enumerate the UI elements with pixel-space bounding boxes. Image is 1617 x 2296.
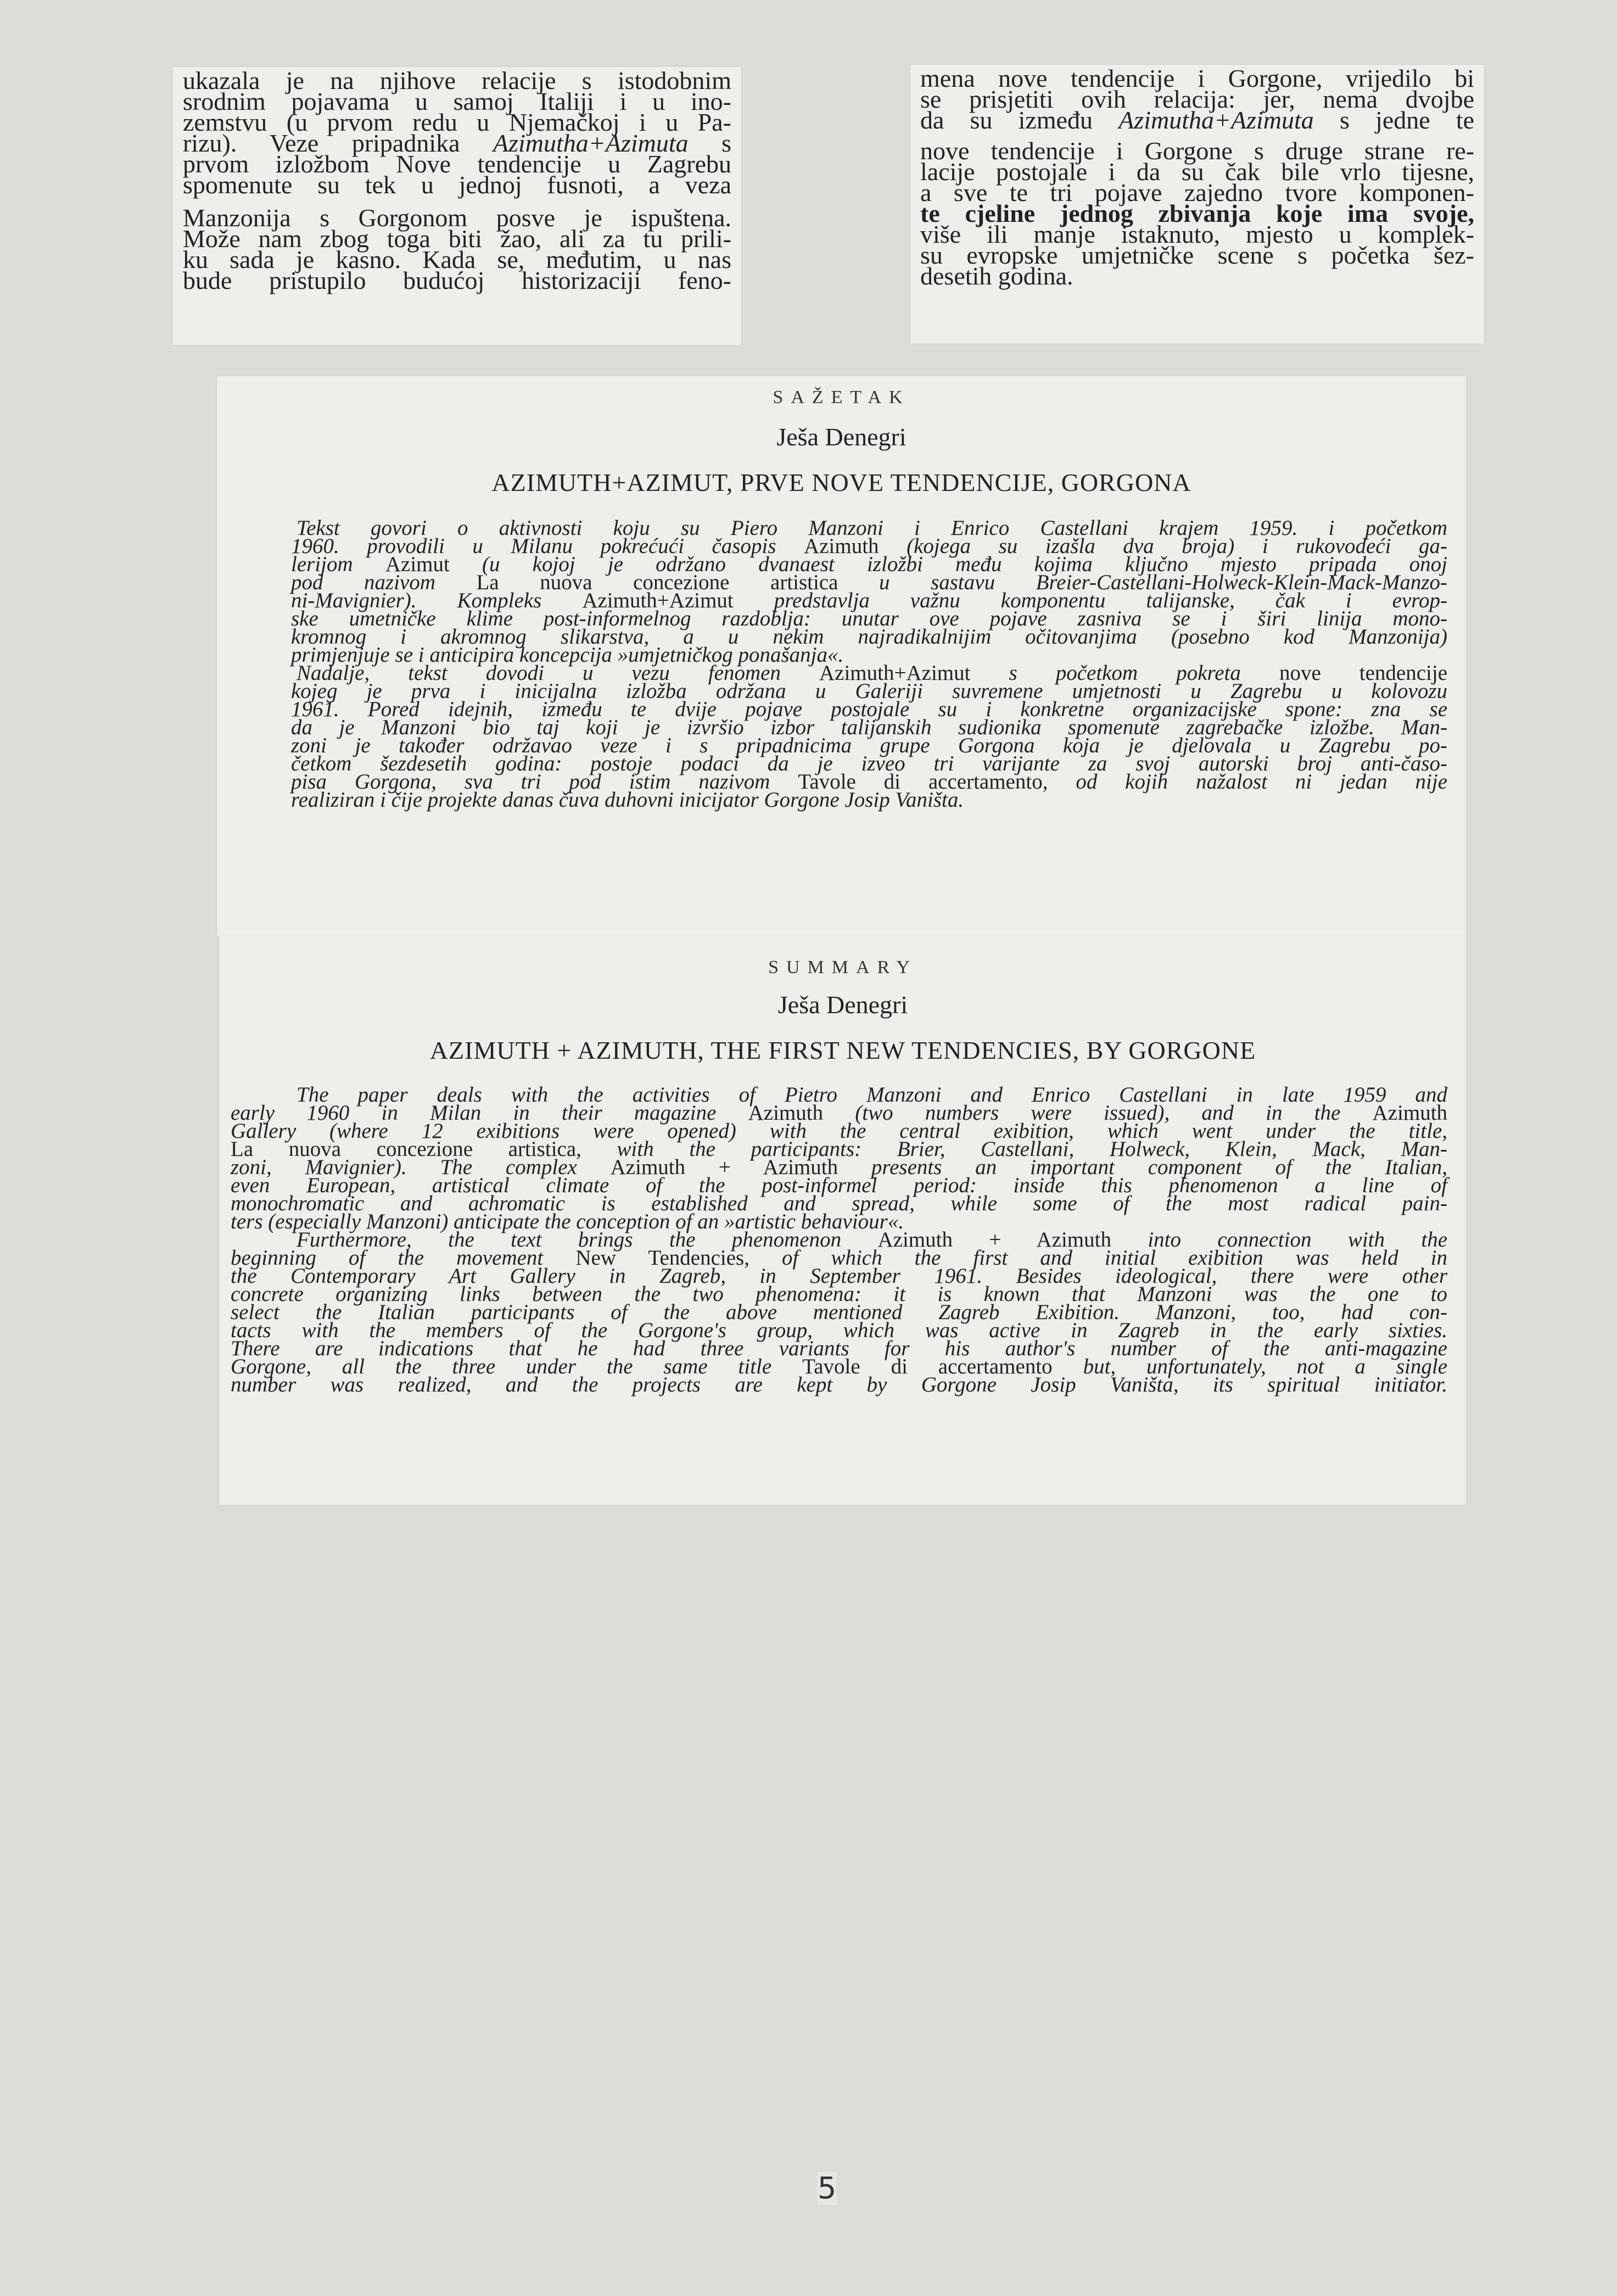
summary-line: There are indications that he had three variants for his author's number of the anti-magazine <box>231 1337 1447 1360</box>
summary-line: beginning of the movement New Tendencies, of which the first and initial exibition was held in <box>231 1246 1447 1270</box>
right-line-8: više ili manje istaknuto, mjesto u komplek- <box>920 220 1474 248</box>
summary-line: even European, artistical climate of the post-informel period: inside this phenomenon a line of <box>231 1174 1447 1197</box>
summary-clipping <box>220 936 1466 1505</box>
right-line-10: desetih godina. <box>920 262 1073 290</box>
summary-line: Gorgone, all the three under the same title Tavole di accertamento but, unfortunately, not a single <box>231 1355 1447 1378</box>
left-line-9: ku sada je kasno. Kada se, međutim, u nas <box>183 245 731 273</box>
sazetak-line: Tekst govori o aktivnosti koju su Piero Manzoni i Enrico Castellani krajem 1959. i početkom <box>296 516 1447 540</box>
summary-author: Ješa Denegri <box>777 991 908 1019</box>
summary-title: AZIMUTH + AZIMUTH, THE FIRST NEW TENDENCIES, BY GORGONE <box>429 1036 1256 1064</box>
sazetak-line: kojeg je prva i inicijalna izložba održana u Galeriji suvremene umjetnosti u Zagrebu u kolovozu <box>291 679 1447 703</box>
summary-line: the Contemporary Art Gallery in Zagreb, in September 1961. Besides ideological, there were other <box>231 1264 1447 1288</box>
sazetak-heading: SAŽETAK <box>773 387 910 407</box>
sazetak-line: da je Manzoni bio taj koji je izvršio izbor talijanskih sudionika spomenute zagrebačke izložbe. Man- <box>291 716 1447 739</box>
sazetak-line: zoni je također održavao veze i s pripadnicima grupe Gorgona koja je djelovala u Zagrebu po- <box>291 734 1447 757</box>
left-line-4: rizu). Veze pripadnika Azimutha+Azimuta s <box>183 129 732 157</box>
sazetak-line: lerijom Azimut (u kojoj je održano dvanaest izložbi među kojima ključno mjesto pripada onoj <box>291 552 1448 576</box>
summary-line: concrete organizing links between the two phenomena: it is known that Manzoni was the one to <box>231 1282 1447 1306</box>
sazetak-body <box>217 516 1466 812</box>
summary-line: tacts with the members of the Gorgone's group, which was active in Zagreb in the early sixties. <box>231 1319 1447 1342</box>
sazetak-line: primjenjuje se i anticipira koncepcija »umjetničkog ponašanja«. <box>291 643 844 667</box>
left-line-1: ukazala je na njihove relacije s istodobnim <box>183 66 731 94</box>
left-column-clipping <box>173 67 741 345</box>
sazetak-line: realiziran i čije projekte danas čuva duhovni inicijator Gorgone Josip Vaništa. <box>291 788 964 812</box>
sazetak-author: Ješa Denegri <box>776 423 907 451</box>
left-line-5: prvom izložbom Nove tendencije u Zagrebu <box>183 150 731 178</box>
summary-body <box>220 1083 1466 1396</box>
right-line-4: nove tendencije i Gorgone s druge strane re- <box>920 137 1474 165</box>
page-number: 5 <box>817 2171 837 2205</box>
summary-heading: SUMMARY <box>768 957 917 977</box>
right-column-clipping <box>910 65 1484 344</box>
summary-line: La nuova concezione artistica, with the participants: Brier, Castellani, Holweck, Klein, Mack, Man- <box>231 1137 1447 1161</box>
right-line-6: a sve te tri pojave zajedno tvore komponen- <box>920 178 1474 206</box>
right-line-9: su evropske umjetničke scene s početka šez- <box>920 241 1474 269</box>
right-line-1: mena nove tendencije i Gorgone, vrijedilo bi <box>920 64 1474 92</box>
summary-line: number was realized, and the projects are kept by Gorgone Josip Vaništa, its spiritual initiator. <box>231 1373 1447 1396</box>
left-line-8: Može nam zbog toga biti žao, ali za tu prili- <box>183 225 731 253</box>
summary-line: zoni, Mavignier). The complex Azimuth + Azimuth presents an important component of the Italian, <box>231 1155 1447 1179</box>
right-line-3: da su između Azimutha+Azimuta s jedne te <box>920 106 1475 134</box>
summary-line: Furthermore, the text brings the phenomenon Azimuth + Azimuth into connection with the <box>296 1228 1448 1252</box>
sazetak-line: kromnog i akromnog slikarstva, a u nekim najradikalnijim očitovanjima (posebno kod Manzonija) <box>291 625 1447 649</box>
left-line-6: spomenute su tek u jednoj fusnoti, a veza <box>183 171 731 199</box>
sazetak-line: 1961. Pored idejnih, između te dvije pojave postojale su i konkretne organizacijske spone: zna se <box>291 697 1447 721</box>
sazetak-line: ske umetničke klime post-informelnog razdoblja: unutar ove pojave zasniva se i širi linija mono- <box>291 607 1447 630</box>
sazetak-line: pod nazivom La nuova concezione artistica u sastavu Breier-Castellani-Holweck-Klein-Mack-Manzo- <box>291 571 1447 594</box>
sazetak-clipping <box>217 376 1466 936</box>
sazetak-title: AZIMUTH+AZIMUT, PRVE NOVE TENDENCIJE, GORGONA <box>491 468 1191 496</box>
summary-line: early 1960 in Milan in their magazine Azimuth (two numbers were issued), and in the Azimuth <box>231 1101 1448 1125</box>
left-line-3: zemstvu (u prvom redu u Njemačkoj i u Pa- <box>183 108 731 136</box>
summary-line: ters (especially Manzoni) anticipate the conception of an »artistic behaviour«. <box>231 1210 904 1233</box>
sazetak-line: pisa Gorgona, sva tri pod istim nazivom Tavole di accertamento, od kojih nažalost ni jedan nije <box>291 770 1448 794</box>
left-line-2: srodnim pojavama u samoj Italiji i u ino- <box>183 87 731 115</box>
summary-line: select the Italian participants of the above mentioned Zagreb Exibition. Manzoni, too, had con- <box>231 1300 1447 1324</box>
sazetak-line: 1960. provodili u Milanu pokrećući časopis Azimuth (kojega su izašla dva broja) i rukovodeći ga- <box>291 534 1447 558</box>
sazetak-line: Nadalje, tekst dovodi u vezu fenomen Azimuth+Azimut s početkom pokreta nove tendencije <box>296 661 1448 685</box>
sazetak-line: ni-Mavignier). Kompleks Azimuth+Azimut predstavlja važnu komponentu talijanske, čak i evrop- <box>291 589 1448 612</box>
summary-line: monochromatic and achromatic is established and spread, while some of the most radical pain- <box>231 1192 1447 1215</box>
summary-line: The paper deals with the activities of Pietro Manzoni and Enrico Castellani in late 1959 and <box>296 1083 1447 1107</box>
right-line-5: lacije postojale i da su čak bile vrlo tijesne, <box>920 158 1474 186</box>
summary-line: Gallery (where 12 exibitions were opened) with the central exibition, which went under the title, <box>231 1119 1447 1143</box>
left-line-10: bude pristupilo budućoj historizaciji feno- <box>183 266 731 294</box>
sazetak-line: četkom šezdesetih godina: postoje podaci da je izveo tri varijante za svoj autorski broj anti-časo- <box>291 752 1447 775</box>
left-line-7: Manzonija s Gorgonom posve je ispuštena. <box>183 204 731 232</box>
right-line-7: te cjeline jednog zbivanja koje ima svoje, <box>920 199 1474 227</box>
right-line-2: se prisjetiti ovih relacija: jer, nema dvojbe <box>920 85 1474 113</box>
